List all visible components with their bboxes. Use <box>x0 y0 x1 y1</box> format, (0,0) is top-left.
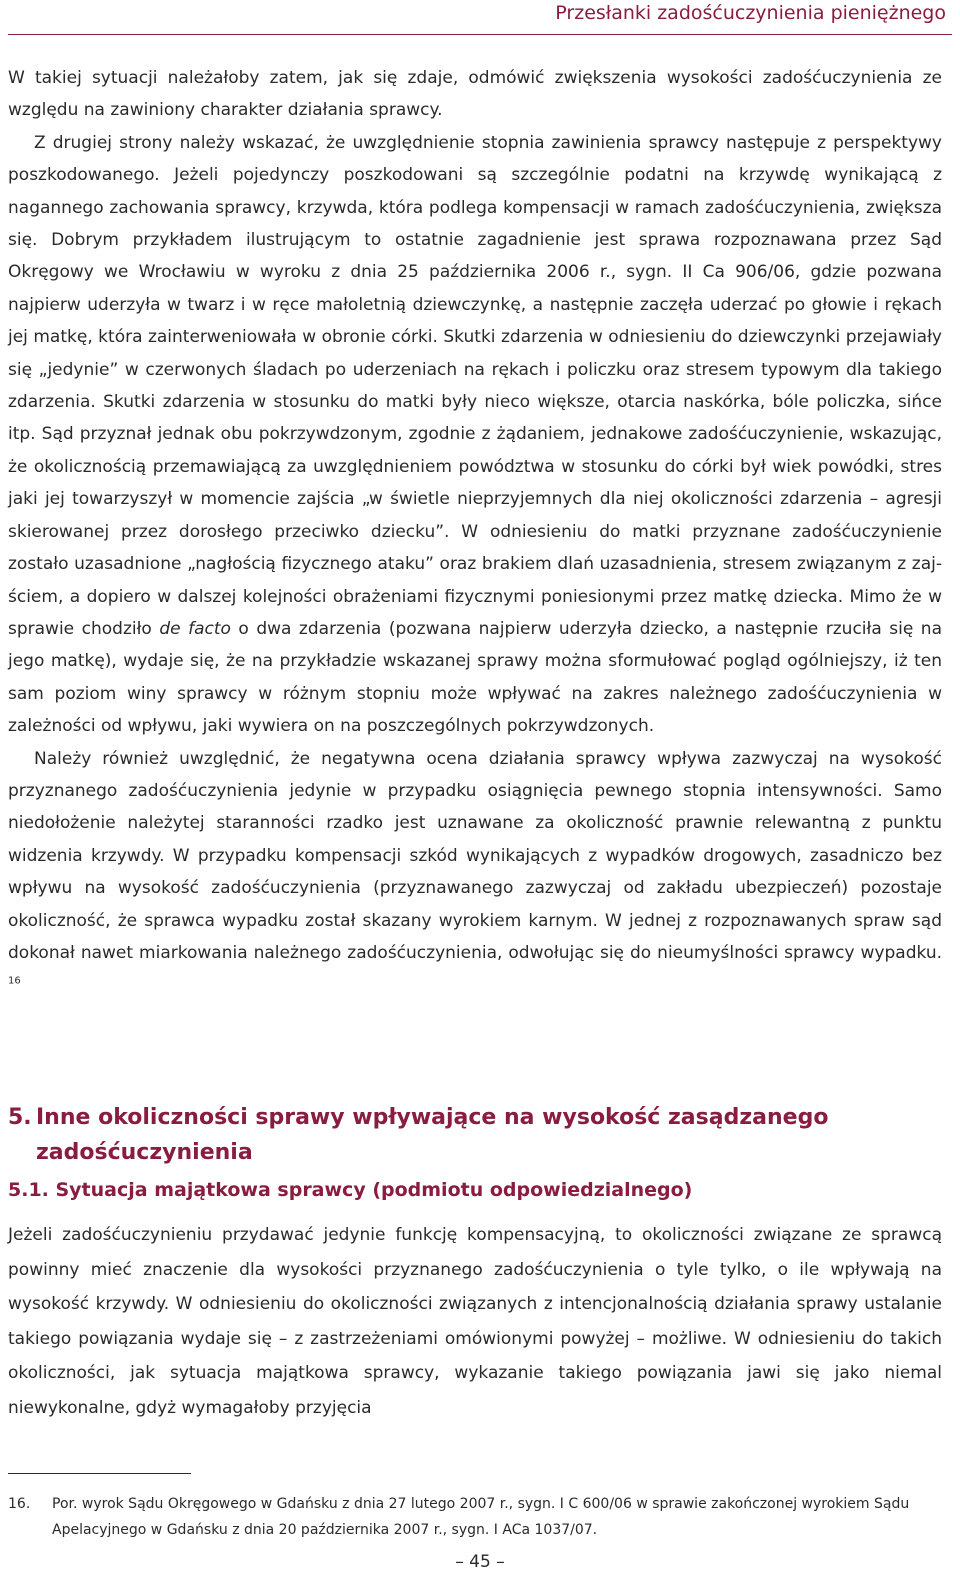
paragraph-3-text: Należy również uwzględnić, że negatywna ocena działania sprawcy wpływa zazwyczaj na wysokość przyznanego zadośćuczynienia jedynie w przypadku osiągnięcia pewnego stopnia intensywności. Samo niedołożenie należytej staranności rzadko jest uznawane za okoliczność prawnie relewantną z punktu widzenia krzywdy. W przypadku kompensacji szkód wynikających z wypadków drogowych, zasadniczo bez wpływu na wysokość zadośćuczynienia (przyznawanego zazwyczaj od zakładu ubezpieczeń) pozostaje okoliczność, że sprawca wypadku został skazany wyrokiem karnym. W jednej z rozpoznawanych spraw sąd dokonał nawet miarkowania należnego zadośćuczynienia, odwołując się do nieumyślności sprawcy wypadku. <box>8 748 942 963</box>
running-header: Przesłanki zadośćuczynienia pieniężnego <box>555 2 946 24</box>
page-number: – 45 – <box>455 1552 505 1572</box>
footnote-reference[interactable]: 16 <box>8 975 21 987</box>
section-text <box>8 1218 942 1426</box>
paragraph-2-part-a: Z drugiej strony należy wskazać, że uwzględnienie stopnia zawinienia sprawcy następuje z perspektywy poszkodowanego. Jeżeli pojedynczy poszkodowani są szczególnie podatni na krzywdę wynikającą z nagannego zachowania sprawcy, krzywda, która podlega kompensacji w ramach zadośćuczynienia, zwiększa się. Dobrym przykładem ilustrującym to ostatnie zagadnienie jest sprawa rozpoznawana przez Sąd Okręgowy we Wrocławiu w wyroku z dnia 25 października 2006 r., sygn. II Ca 906/06, gdzie pozwana najpierw uderzyła w twarz i w ręce małoletnią dziewczynkę, a następnie zaczęła uderzać po głowie i rękach jej matkę, która zainterweniowała w obronie córki. Skutki zdarzenia w odniesieniu do dziewczynki przejawiały się „jedynie” w czerwonych śladach po uderzeniach na rękach i policzku oraz stresem typowym dla takiego zdarzenia. Skutki zdarzenia w stosunku do matki były nieco większe, otarcia naskórka, bóle policzka, sińce itp. Sąd przyznał jednak obu pokrzywdzonym, zgodnie z żądaniem, jednakowe zadośćuczynienie, wskazując, że okolicznością przemawiającą za uwzględnieniem powództwa w stosunku do córki był wiek powódki, stres jaki jej towarzyszył w momencie zajścia „w świetle nieprzyjemnych dla niej okoliczności zdarzenia – agresji skierowanej przez dorosłego przeciwko dziecku”. W odniesieniu do matki przyznane zadośćuczynienie zostało uzasadnione „nagłością fizycznego ataku” oraz brakiem dlań uzasadnienia, stresem związanym z zajściem, a dopiero w dalszej kolejności obrażeniami fizycznymi poniesionymi przez matkę dziecka. Mimo że w sprawie chodziło <box>8 132 942 639</box>
section-title-line1: Inne okoliczności sprawy wpływające na wysokość zasądzanego <box>36 1105 829 1130</box>
paragraph-1: W takiej sytuacji należałoby zatem, jak się zdaje, odmówić zwiększenia wysokości zadośćuczynienia ze względu na zawiniony charakter działania sprawcy. <box>8 68 942 121</box>
paragraph-3 <box>8 743 942 1002</box>
paragraph-2-part-b: o dwa zdarzenia (pozwana najpierw uderzyła dziecko, a następnie rzuciła się na jego matkę), wydaje się, że na przykładzie wskazanej sprawy można sformułować pogląd ogólniejszy, iż ten sam poziom winy sprawcy w różnym stopniu może wpływać na zakres należnego zadośćuczynienia w zależności od wpływu, jaki wywiera on na poszczególnych pokrzywdzonych. <box>8 618 942 737</box>
main-text <box>8 62 942 1002</box>
paragraph-2 <box>8 127 942 743</box>
italic-term: de facto <box>159 618 231 639</box>
footnote-number: 16. <box>8 1496 31 1512</box>
footnote-text: Por. wyrok Sądu Okręgowego w Gdańsku z dnia 27 lutego 2007 r., sygn. I C 600/06 w sprawie zakończonej wyrokiem Sądu Apelacyjnego w Gdańsku z dnia 20 października 2007 r., sygn. I ACa 1037/07. <box>52 1496 910 1538</box>
section-paragraph-1: Jeżeli zadośćuczynieniu przydawać jedynie funkcję kompensacyjną, to okoliczności związane ze sprawcą powinny mieć znaczenie dla wysokości przyznanego zadośćuczynienia o tyle tylko, o ile wpływają na wysokość krzywdy. W odniesieniu do okoliczności związanych z intencjonalnością działania sprawy ustalanie takiego powiązania wydaje się – z zastrzeżeniami omówionymi powyżej – możliwe. W odniesieniu do takich okoliczności, jak sytuacja majątkowa sprawcy, wykazanie takiego powiązania jawi się jako niemal niewykonalne, gdyż wymagałoby przyjęcia <box>8 1225 942 1418</box>
header-divider <box>8 34 952 35</box>
section-number: 5. <box>8 1105 32 1130</box>
footnote-divider <box>8 1473 191 1474</box>
section-title-line2: zadośćuczynienia <box>36 1140 253 1165</box>
subsection-heading: 5.1. Sytuacja majątkowa sprawcy (podmiotu odpowiedzialnego) <box>8 1179 693 1201</box>
section-heading <box>8 1100 942 1170</box>
footnote <box>8 1491 942 1543</box>
